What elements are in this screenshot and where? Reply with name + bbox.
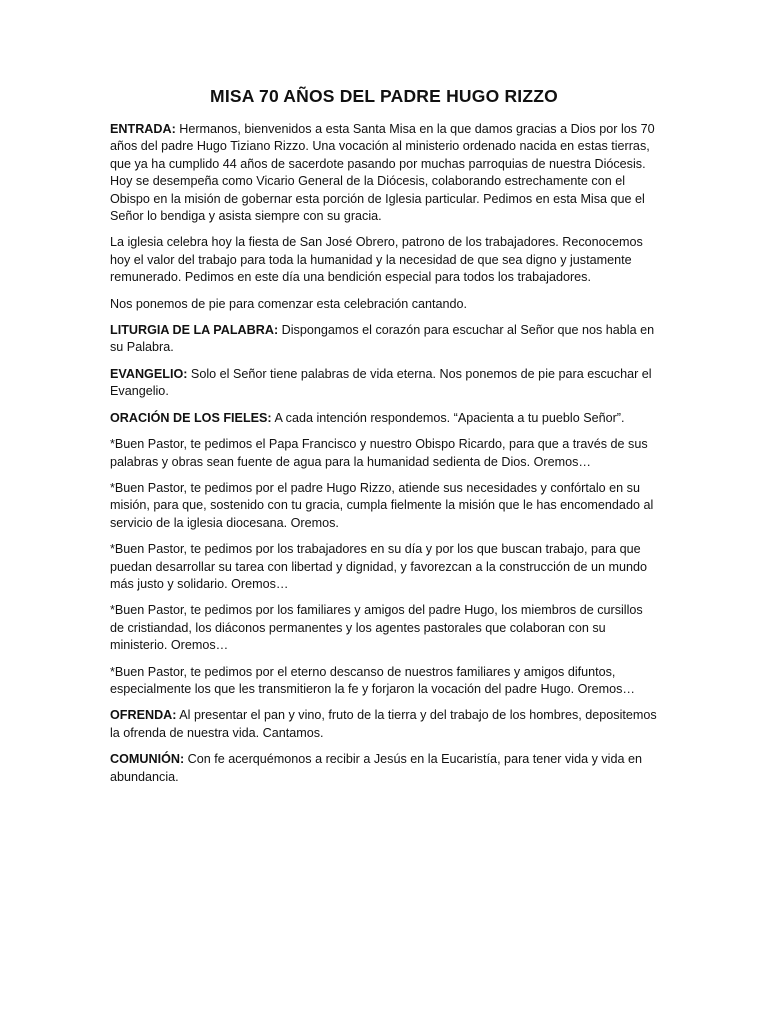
paragraph-text: La iglesia celebra hoy la fiesta de San José Obrero, patrono de los trabajadores. Reconocemos hoy el valor del trabajo para toda la humanidad y la necesidad de que sea digno y justamente remunerado. Pedimos en este día una bendición especial para todos los trabajadores. <box>110 235 643 285</box>
paragraph-text: Al presentar el pan y vino, fruto de la tierra y del trabajo de los hombres, depositemos la ofrenda de nuestra vida. Cantamos. <box>110 708 657 740</box>
document-page <box>110 86 658 795</box>
paragraph-text: *Buen Pastor, te pedimos el Papa Francisco y nuestro Obispo Ricardo, para que a través de sus palabras y obras sean fuente de agua para la humanidad sedienta de Dios. Oremos… <box>110 437 648 469</box>
paragraph-text: *Buen Pastor, te pedimos por el padre Hugo Rizzo, atiende sus necesidades y confórtalo en su misión, para que, sostenido con tu gracia, cumpla fielmente la misión que le has encomendado al servicio de la iglesia diocesana. Oremos. <box>110 480 654 530</box>
paragraph-text: Hermanos, bienvenidos a esta Santa Misa en la que damos gracias a Dios por los 70 años del padre Hugo Tiziano Rizzo. Una vocación al ministerio ordenado nacida en estas tierras, que ya ha cumplido 44 años de sacerdote pasando por muchas parroquias de nuestra Diócesis. Hoy se desempeña como Vicario General de la Diócesis, colaborando estrechamente con el Obispo en la misión de gobernar esta porción de Iglesia particular. Pedimos en esta Misa que el Señor lo bendiga y asista siempre con su gracia. <box>110 122 655 224</box>
paragraph-comunion <box>110 751 658 786</box>
paragraph-text: Con fe acerquémonos a recibir a Jesús en la Eucaristía, para tener vida y vida en abundancia. <box>110 752 642 784</box>
paragraph-text: *Buen Pastor, te pedimos por los trabajadores en su día y por los que buscan trabajo, para que puedan desarrollar su tarea con libertad y dignidad, y favorezcan a la construcción de un mundo más justo y solidario. Oremos… <box>110 542 647 591</box>
paragraph-text: Solo el Señor tiene palabras de vida eterna. Nos ponemos de pie para escuchar el Evangelio. <box>110 366 652 399</box>
paragraph-liturgia <box>110 322 658 357</box>
intention-difuntos <box>110 664 658 699</box>
paragraph-ponemos-de-pie <box>110 296 658 313</box>
paragraph-san-jose <box>110 234 658 286</box>
section-label: LITURGIA DE LA PALABRA: <box>110 323 279 338</box>
paragraph-ofrenda <box>110 707 658 742</box>
intention-trabajadores <box>110 541 658 593</box>
paragraph-evangelio <box>110 366 658 401</box>
paragraph-text: *Buen Pastor, te pedimos por los familiares y amigos del padre Hugo, los miembros de cursillos de cristiandad, los diáconos permanentes y los agentes pastorales que colaboran con su ministerio. Oremos… <box>110 603 643 653</box>
intention-papa <box>110 436 658 471</box>
section-label: ENTRADA: <box>110 122 176 136</box>
section-label: EVANGELIO: <box>110 366 188 381</box>
section-label: COMUNIÓN: <box>110 752 185 767</box>
section-label: ORACIÓN DE LOS FIELES: <box>110 410 272 425</box>
paragraph-text: Nos ponemos de pie para comenzar esta celebración cantando. <box>110 296 468 311</box>
document-title: MISA 70 AÑOS DEL PADRE HUGO RIZZO <box>210 86 558 106</box>
paragraph-text: Dispongamos el corazón para escuchar al Señor que nos habla en su Palabra. <box>110 323 655 355</box>
paragraph-oracion-fieles <box>110 410 658 427</box>
intention-familiares <box>110 602 658 654</box>
paragraph-entrada <box>110 121 658 225</box>
section-label: OFRENDA: <box>110 708 177 723</box>
intention-padre-hugo <box>110 480 658 532</box>
paragraph-text: A cada intención respondemos. “Apacienta a tu pueblo Señor”. <box>271 410 625 425</box>
paragraph-text: *Buen Pastor, te pedimos por el eterno descanso de nuestros familiares y amigos difuntos, especialmente los que les transmitieron la fe y forjaron la vocación del padre Hugo. Oremos… <box>110 664 636 696</box>
